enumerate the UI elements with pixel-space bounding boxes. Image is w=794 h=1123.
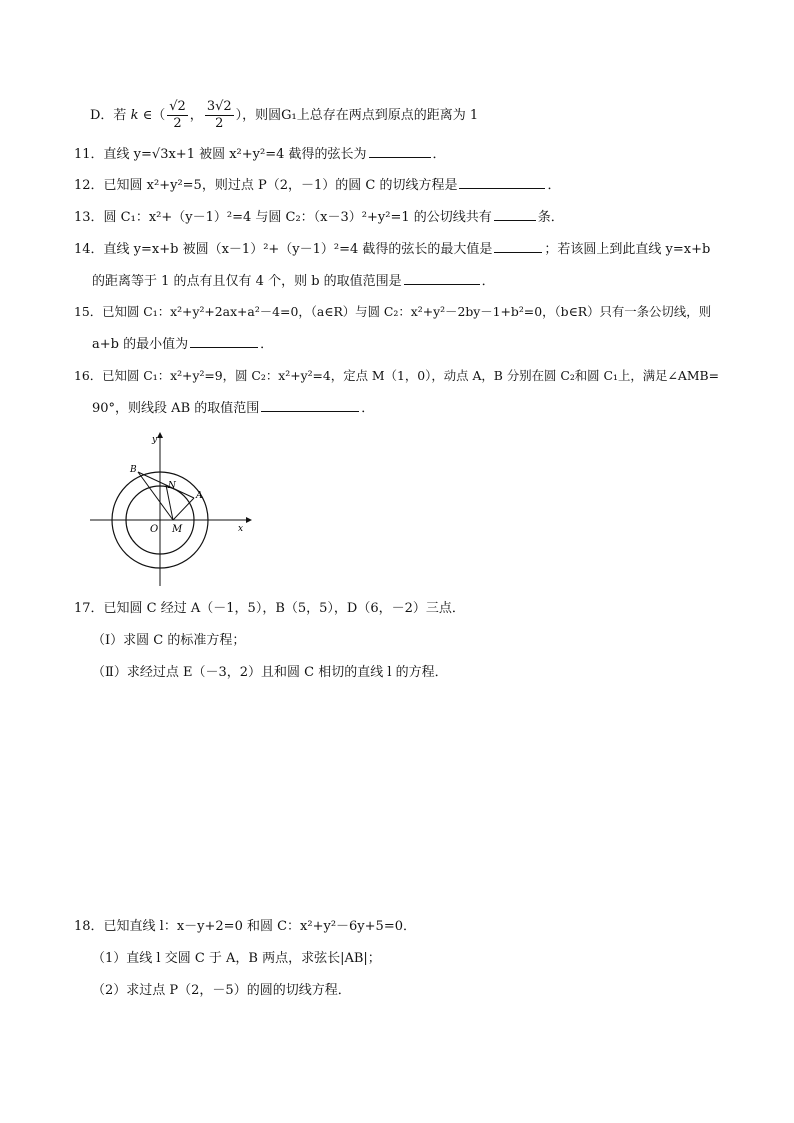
question-18-part-2-text: （2）求过点 P（2，－5）的圆的切线方程． — [92, 983, 351, 998]
question-18-part-1 — [92, 950, 381, 968]
question-17-part-2 — [92, 664, 448, 682]
question-13-text: 13．圆 C₁：x²+（y－1）²=4 与圆 C₂：（x－3）²+y²=1 的公切线共有 — [74, 210, 492, 225]
question-15 — [74, 303, 711, 321]
fraction-2 — [205, 99, 234, 132]
question-18-part-1-text: （1）直线 l 交圆 C 于 A，B 两点，求弦长|AB|； — [92, 951, 381, 966]
question-17-part-2-text: （Ⅱ）求经过点 E（－3，2）且和圆 C 相切的直线 l 的方程． — [92, 665, 448, 680]
label-y: y — [152, 435, 158, 445]
label-x: x — [238, 524, 244, 534]
question-18-part-2 — [92, 982, 351, 1000]
question-14-end: ． — [481, 274, 495, 289]
question-16-text-b: 90°，则线段 AB 的取值范围 — [92, 401, 260, 416]
question-18-text: 18．已知直线 l：x－y+2=0 和圆 C：x²+y²－6y+5=0． — [74, 919, 416, 934]
option-d-k: k — [130, 108, 139, 123]
circle-figure — [86, 430, 256, 590]
question-15-cont — [92, 335, 273, 354]
x-axis-arrow — [246, 517, 252, 523]
question-12-end: ． — [547, 178, 561, 193]
question-11-text: 11．直线 y=√3x+1 被圆 x²+y²=4 截得的弦长为 — [74, 147, 367, 162]
option-d-in: ∈（ — [142, 108, 166, 123]
question-18 — [74, 918, 416, 936]
option-d-comma: ， — [189, 108, 203, 123]
label-o: O — [150, 524, 159, 535]
y-axis-arrow — [157, 432, 163, 438]
fraction-2-numerator: 3√2 — [206, 99, 232, 114]
label-a: A — [196, 491, 203, 501]
question-16-end: ． — [361, 401, 375, 416]
label-n: N — [168, 481, 176, 491]
option-d-tail: ），则圆G₁上总存在两点到原点的距离为 1 — [235, 108, 479, 123]
answer-blank-13[interactable] — [494, 208, 536, 221]
question-17-part-1 — [92, 632, 245, 650]
question-14-text-c: 的距离等于 1 的点有且仅有 4 个，则 b 的取值范围是 — [92, 274, 402, 289]
segment-ma — [173, 498, 194, 520]
question-17-text: 17．已知圆 C 经过 A（－1，5），B（5，5），D（6，－2）三点． — [74, 601, 465, 616]
question-13 — [74, 208, 564, 227]
question-16 — [74, 367, 719, 385]
question-14-text-b: ；若该圆上到此直线 y=x+b — [544, 242, 711, 257]
question-11-end: ． — [432, 147, 446, 162]
question-16-text-a: 16．已知圆 C₁：x²+y²=9，圆 C₂：x²+y²=4，定点 M（1，0），动点 A，B 分别在圆 C₂和圆 C₁上，满足∠AMB= — [74, 368, 720, 383]
fraction-2-denominator: 2 — [215, 116, 224, 131]
answer-blank-12[interactable] — [459, 176, 545, 189]
question-11 — [74, 145, 446, 164]
question-12-text: 12．已知圆 x²+y²=5，则过点 P（2，－1）的圆 C 的切线方程是 — [74, 178, 458, 193]
question-16-cont — [92, 399, 374, 418]
fraction-1-denominator: 2 — [173, 116, 182, 131]
answer-blank-16[interactable] — [261, 399, 359, 412]
question-15-text-b: a+b 的最小值为 — [92, 337, 189, 352]
fraction-1 — [167, 99, 188, 132]
question-17-part-1-text: （Ⅰ）求圆 C 的标准方程； — [92, 633, 246, 648]
question-12 — [74, 176, 560, 195]
question-15-end: ． — [260, 337, 274, 352]
fraction-1-numerator: √2 — [169, 99, 186, 114]
answer-blank-14b[interactable] — [404, 272, 480, 285]
option-d-label: D．若 — [90, 108, 127, 123]
question-14-text-a: 14．直线 y=x+b 被圆（x－1）²+（y－1）²=4 截得的弦长的最大值是 — [74, 242, 493, 257]
answer-blank-15[interactable] — [190, 335, 258, 348]
question-13-end: 条． — [537, 210, 564, 225]
question-14 — [74, 240, 710, 259]
answer-blank-11[interactable] — [369, 145, 431, 158]
answer-blank-14a[interactable] — [494, 240, 542, 253]
question-14-cont — [92, 272, 495, 291]
option-d — [90, 98, 478, 134]
question-15-text-a: 15．已知圆 C₁：x²+y²+2ax+a²－4=0，（a∈R）与圆 C₂：x²+y²－2by－1+b²=0，（b∈R）只有一条公切线，则 — [74, 304, 711, 319]
label-m: M — [172, 524, 183, 535]
label-b: B — [130, 465, 137, 475]
question-17 — [74, 600, 465, 618]
